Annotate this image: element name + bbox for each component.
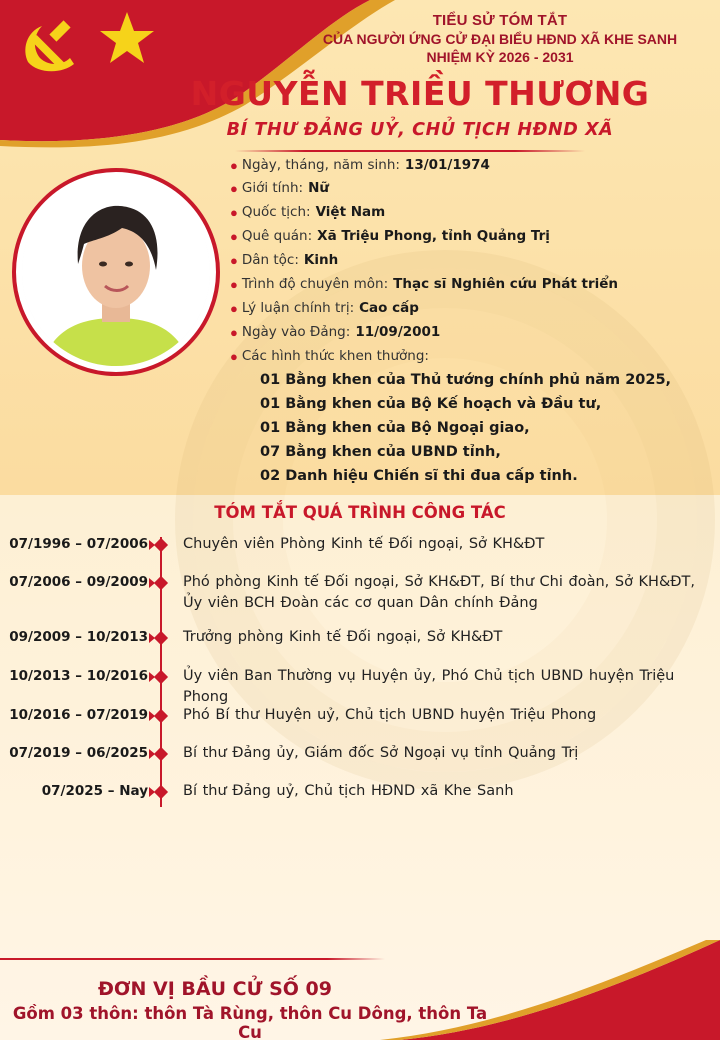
info-row-party-join-date [230,324,440,340]
bullet-dot-icon: ● [230,204,238,220]
info-value: 11/09/2001 [355,324,441,340]
career-description: Phó phòng Kinh tế Đối ngoại, Sở KH&ĐT, Bí thư Chi đoàn, Sở KH&ĐT, Ủy viên BCH Đoàn các cơ quan Dân chính Đảng [183,574,695,611]
bullet-dot-icon: ● [230,300,238,316]
header-title: TIỂU SỬ TÓM TẮT [432,12,568,29]
career-section-title: TÓM TẮT QUÁ TRÌNH CÔNG TÁC [214,503,506,522]
info-row-awards [230,348,429,364]
info-label: Ngày vào Đảng: [241,324,351,340]
award-item: 02 Danh hiệu Chiến sĩ thi đua cấp tỉnh. [260,468,578,484]
career-period: 07/2025 – Nay [41,783,148,799]
info-row-gender [230,180,329,196]
portrait-frame [12,168,220,376]
award-item: 01 Bằng khen của Bộ Ngoại giao, [260,420,530,436]
career-description: Bí thư Đảng ủy, Giám đốc Sở Ngoại vụ tỉnh Quảng Trị [183,745,579,761]
header-subtitle: CỦA NGƯỜI ỨNG CỬ ĐẠI BIỂU HĐND XÃ KHE SANH [322,31,678,47]
career-description: Trưởng phòng Kinh tế Đối ngoại, Sở KH&ĐT [183,629,503,645]
career-period: 07/1996 – 07/2006 [9,536,148,552]
header-term: NHIỆM KỲ 2026 - 2031 [426,49,574,65]
info-label: Quốc tịch: [241,204,311,220]
info-label: Dân tộc: [241,252,299,268]
career-description: Bí thư Đảng uỷ, Chủ tịch HĐND xã Khe Sanh [183,783,514,799]
info-label: Các hình thức khen thưởng: [241,348,429,364]
award-item: 01 Bằng khen của Thủ tướng chính phủ năm 2025, [260,372,672,388]
bullet-dot-icon: ● [230,157,238,173]
info-row-ethnicity [230,252,338,268]
info-label: Lý luận chính trị: [241,300,355,316]
info-value: Thạc sĩ Nghiên cứu Phát triển [393,276,618,292]
info-row-education [230,276,618,292]
career-period: 10/2016 – 07/2019 [9,707,148,723]
bullet-dot-icon: ● [230,276,238,292]
info-label: Trình độ chuyên môn: [241,276,389,292]
career-period: 07/2006 – 09/2009 [9,574,148,590]
career-period: 09/2009 – 10/2013 [9,629,148,645]
award-item: 07 Bằng khen của UBND tỉnh, [260,444,501,460]
candidate-name: NGUYỄN TRIỀU THƯƠNG [190,74,650,113]
info-label: Quê quán: [241,228,313,244]
footer-divider [0,958,385,960]
info-value: Việt Nam [315,204,386,220]
bullet-dot-icon: ● [230,252,238,268]
bullet-dot-icon: ● [230,180,238,196]
info-value: Cao cấp [359,300,419,316]
award-item: 01 Bằng khen của Bộ Kế hoạch và Đầu tư, [260,396,602,412]
career-description: Chuyên viên Phòng Kinh tế Đối ngoại, Sở KH&ĐT [183,536,545,552]
info-row-hometown [230,228,550,244]
candidate-position: BÍ THƯ ĐẢNG UỶ, CHỦ TỊCH HĐND XÃ [226,120,614,140]
title-divider [235,150,585,152]
career-period: 10/2013 – 10/2016 [9,668,148,684]
career-period: 07/2019 – 06/2025 [9,745,148,761]
info-row-birthdate [230,157,490,173]
bullet-dot-icon: ● [230,348,238,364]
info-value: Nữ [308,180,329,196]
info-label: Ngày, tháng, năm sinh: [241,157,400,173]
career-description: Phó Bí thư Huyện uỷ, Chủ tịch UBND huyện Triệu Phong [183,707,597,723]
info-value: Kinh [303,252,339,268]
document-header [300,12,700,65]
info-row-nationality [230,204,385,220]
electoral-unit-villages: Gồm 03 thôn: thôn Tà Rùng, thôn Cu Dông, thôn Ta Cu [12,1004,488,1040]
info-value: Xã Triệu Phong, tỉnh Quảng Trị [317,228,550,244]
info-value: 13/01/1974 [404,157,490,173]
career-description: Ủy viên Ban Thường vụ Huyện ủy, Phó Chủ tịch UBND huyện Triệu Phong [183,668,675,705]
bullet-dot-icon: ● [230,228,238,244]
electoral-unit-title: ĐƠN VỊ BẦU CỬ SỐ 09 [98,978,332,1000]
bullet-dot-icon: ● [230,324,238,340]
portrait-photo [22,178,210,366]
info-row-political-theory [230,300,419,316]
info-label: Giới tính: [241,180,304,196]
